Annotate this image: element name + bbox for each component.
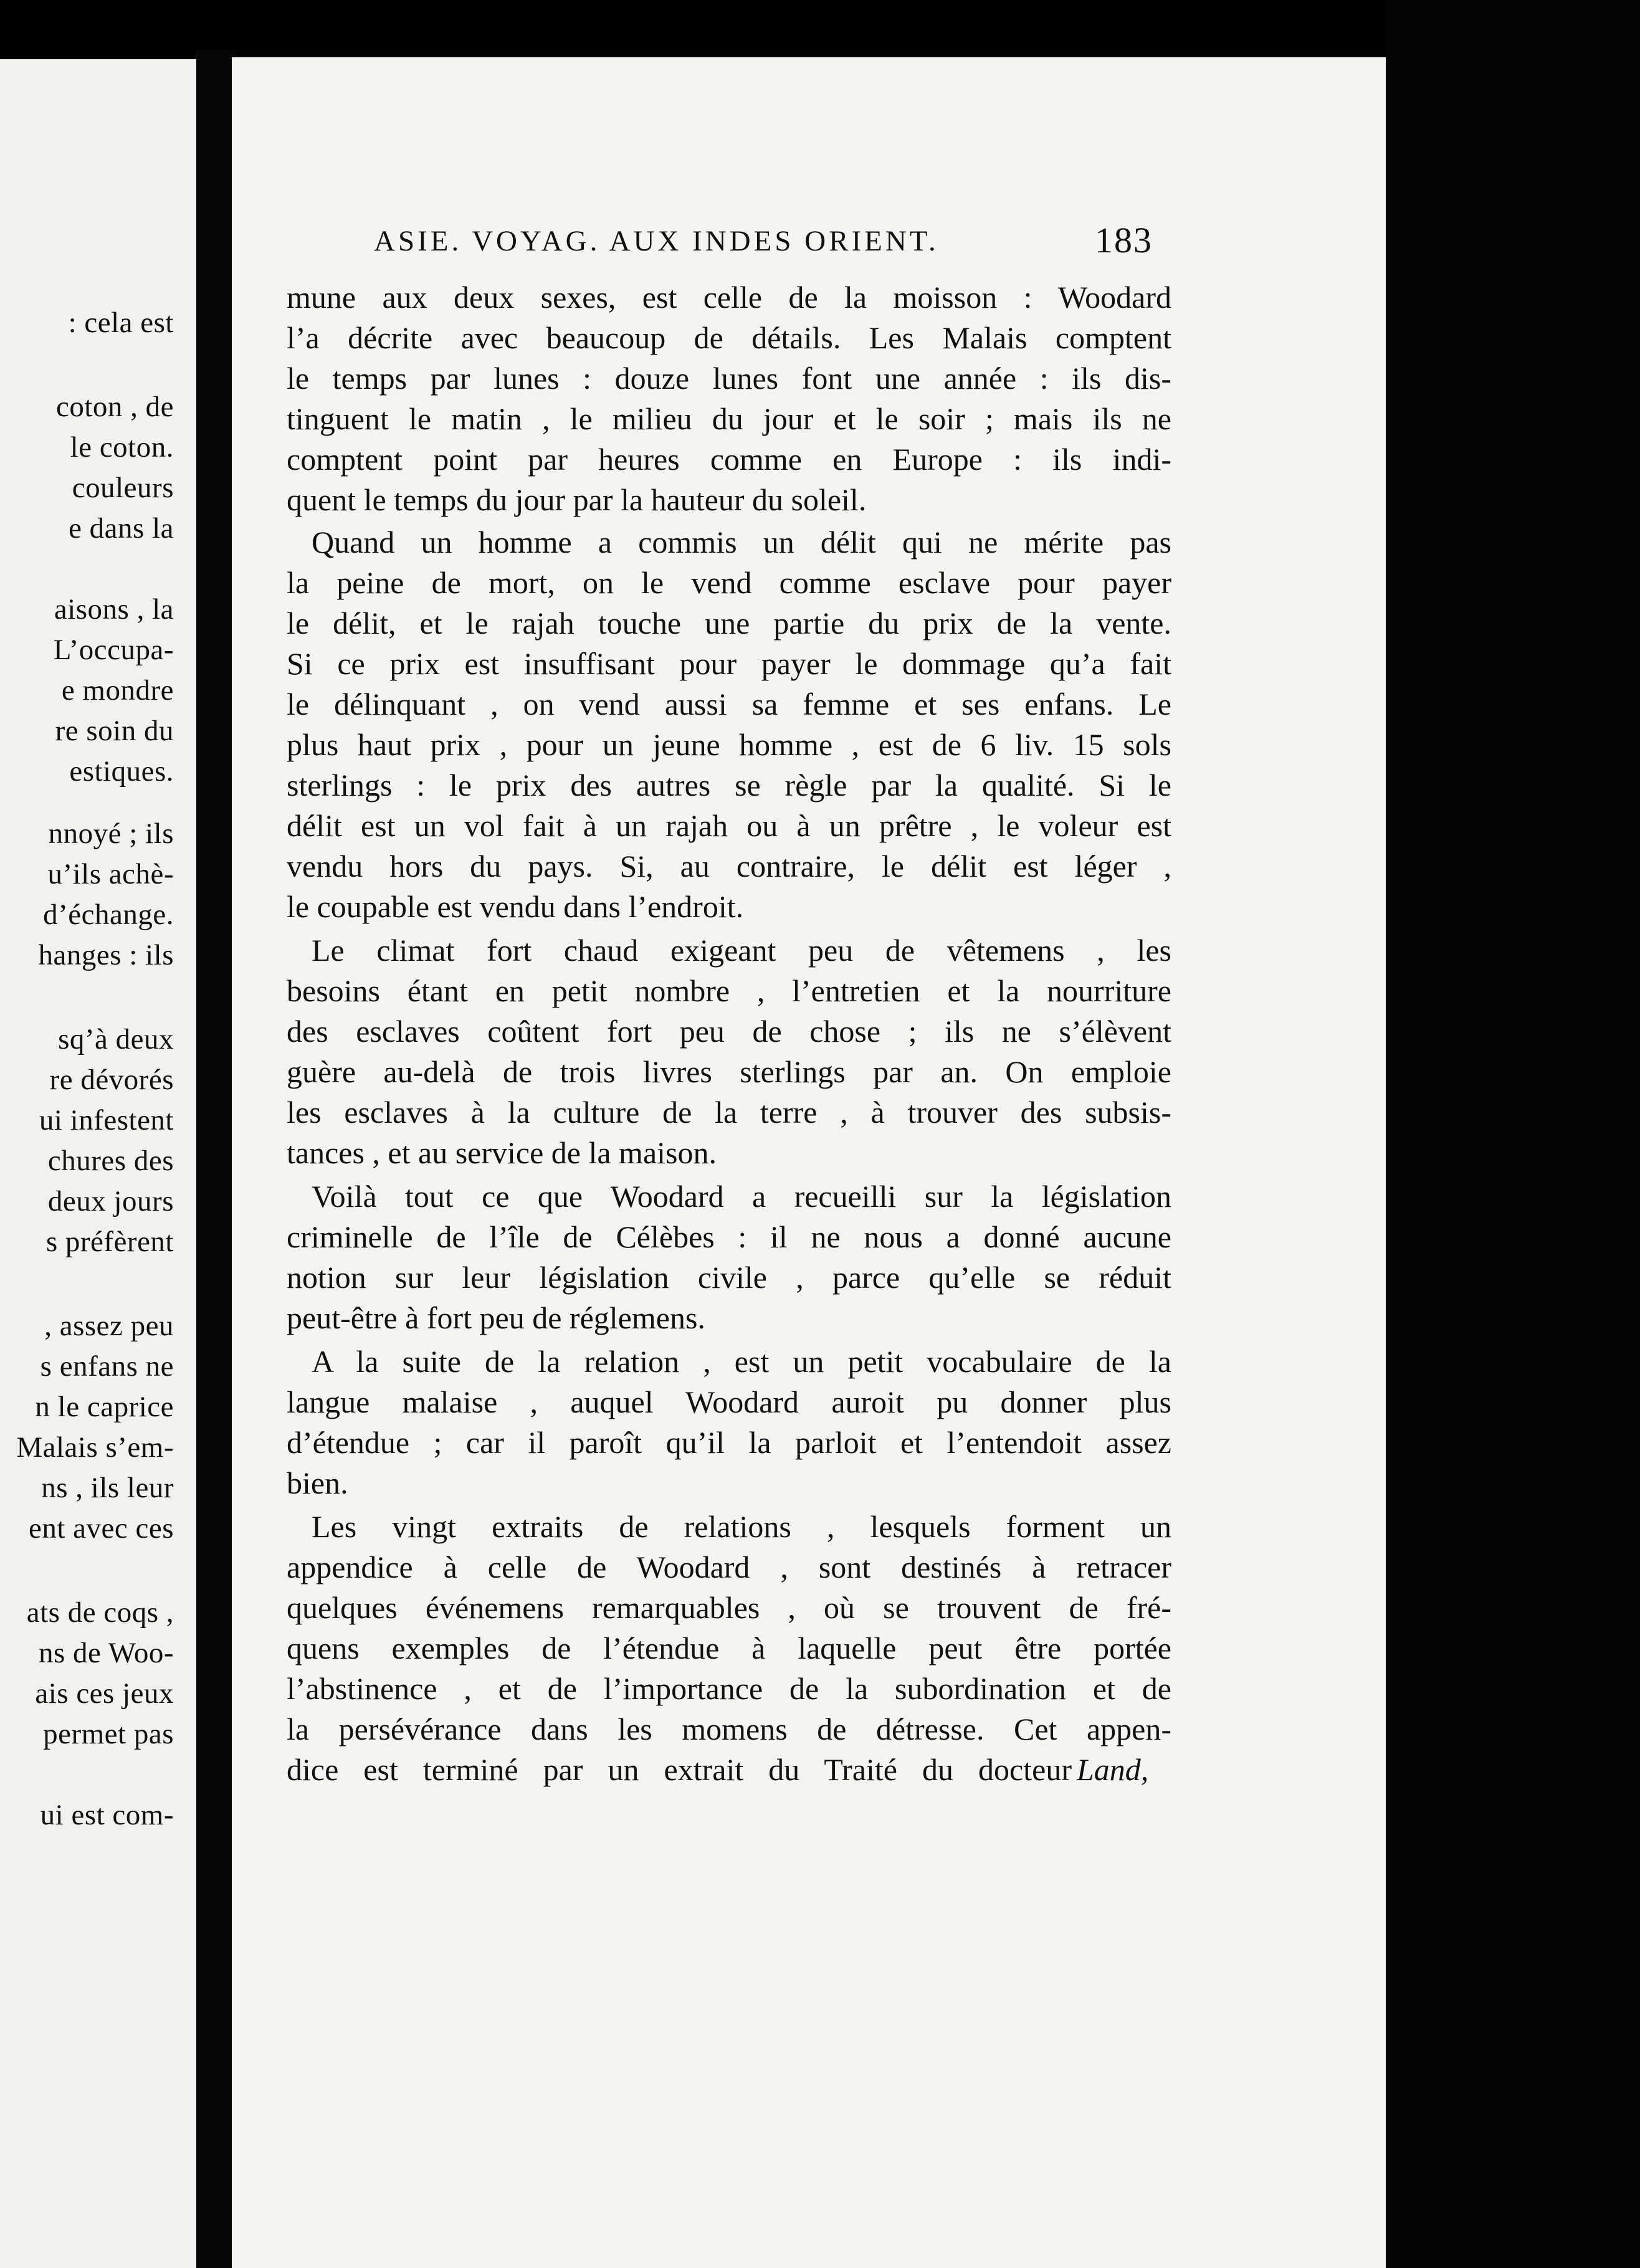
text-line: le délinquant , on vend aussi sa femme et ses enfans. Le (287, 687, 1171, 722)
text-line: langue malaise , auquel Woodard auroit pu donner plus (287, 1384, 1171, 1419)
text-line: A la suite de la relation , est un petit vocabulaire de la (312, 1344, 1171, 1379)
text-line: appendice à celle de Woodard , sont destinés à retracer (287, 1550, 1171, 1584)
text-line: l’a décrite avec beaucoup de détails. Les Malais comptent (287, 320, 1171, 355)
left-text-fragment: ent avec ces (28, 1512, 174, 1545)
left-text-fragment: s enfans ne (40, 1350, 174, 1383)
text-line: bien. (287, 1465, 348, 1500)
left-text-fragment: n le caprice (35, 1391, 174, 1423)
text-line: peut-être à fort peu de réglemens. (287, 1300, 705, 1335)
running-head (374, 220, 1153, 268)
text-line: la peine de mort, on le vend comme esclave pour payer (287, 565, 1171, 600)
text-line: dice est terminé par un extrait du Traité du docteur (287, 1752, 1072, 1787)
text-line: guère au-delà de trois livres sterlings par an. On emploie (287, 1054, 1171, 1089)
left-text-fragment: hanges : ils (38, 939, 174, 971)
text-line: Voilà tout ce que Woodard a recueilli sur la législation (312, 1179, 1171, 1214)
left-text-fragment: Malais s’em- (16, 1431, 174, 1464)
left-text-fragment: aisons , la (54, 593, 174, 626)
text-line: criminelle de l’île de Célèbes : il ne nous a donné aucune (287, 1219, 1171, 1254)
text-line: des esclaves coûtent fort peu de chose ; ils ne s’élèvent (287, 1014, 1171, 1049)
text-line: délit est un vol fait à un rajah ou à un prêtre , le voleur est (287, 808, 1171, 843)
left-text-fragment: deux jours (47, 1185, 174, 1217)
page-edge-shadow (1386, 0, 1640, 2268)
text-line: le coupable est vendu dans l’endroit. (287, 889, 744, 924)
left-text-fragment: ns de Woo- (38, 1637, 174, 1669)
left-text-fragment: : cela est (68, 307, 174, 339)
text-line: mune aux deux sexes, est celle de la moisson : Woodard (287, 280, 1171, 315)
text-line: le délit, et le rajah touche une partie du prix de la vente. (287, 606, 1171, 641)
left-text-fragment: s préfèrent (45, 1226, 174, 1258)
text-line: plus haut prix , pour un jeune homme , est de 6 liv. 15 sols (287, 727, 1171, 762)
text-line: vendu hors du pays. Si, au contraire, le délit est léger , (287, 849, 1171, 884)
left-text-fragment: L’occupa- (53, 634, 174, 666)
text-line: la persévérance dans les momens de détresse. Cet appen- (287, 1712, 1171, 1746)
left-text-fragment: chures des (47, 1145, 174, 1177)
left-text-fragment: ns , ils leur (41, 1472, 174, 1504)
left-text-fragment: ui infestent (39, 1104, 174, 1136)
left-text-fragment: ais ces jeux (35, 1677, 174, 1710)
text-line: Le climat fort chaud exigeant peu de vêtemens , les (312, 933, 1171, 968)
left-text-fragment: coton , de (55, 391, 174, 423)
text-line: quelques événemens remarquables , où se trouvent de fré- (287, 1590, 1171, 1625)
left-text-fragment: u’ils achè- (47, 858, 174, 890)
text-line: notion sur leur législation civile , parce qu’elle se réduit (287, 1260, 1171, 1295)
running-head-title: ASIE. VOYAG. AUX INDES ORIENT. (374, 225, 939, 257)
left-text-fragment: ats de coqs , (26, 1596, 174, 1629)
left-text-fragment: re dévorés (49, 1064, 174, 1096)
left-page (0, 59, 196, 2268)
left-text-fragment: sq’à deux (58, 1023, 174, 1055)
text-line: besoins étant en petit nombre , l’entretien et la nourriture (287, 973, 1171, 1008)
left-text-fragment: ui est com- (40, 1799, 174, 1831)
text-line: tances , et au service de la maison. (287, 1135, 717, 1170)
text-line: quens exemples de l’étendue à laquelle peut être portée (287, 1631, 1171, 1665)
text-line: quent le temps du jour par la hauteur du soleil. (287, 482, 867, 517)
left-text-fragment: re soin du (55, 715, 174, 747)
text-line: sterlings : le prix des autres se règle par la qualité. Si le (287, 768, 1171, 803)
catchword: Land, (1077, 1752, 1149, 1787)
left-text-fragment: e mondre (61, 674, 174, 707)
text-line: tinguent le matin , le milieu du jour et le soir ; mais ils ne (287, 401, 1171, 436)
text-line: Quand un homme a commis un délit qui ne mérite pas (312, 525, 1171, 560)
text-line: Si ce prix est insuffisant pour payer le dommage qu’a fait (287, 646, 1171, 681)
text-line: les esclaves à la culture de la terre , à trouver des subsis- (287, 1095, 1171, 1130)
left-text-fragment: couleurs (72, 472, 174, 504)
text-line: Les vingt extraits de relations , lesquels forment un (312, 1509, 1171, 1544)
left-text-fragment: estiques. (69, 755, 174, 788)
page-number: 183 (1095, 220, 1153, 260)
book-gutter (196, 50, 237, 2268)
text-line: d’étendue ; car il paroît qu’il la parloit et l’entendoit assez (287, 1425, 1171, 1460)
left-text-fragment: , assez peu (44, 1310, 174, 1342)
left-text-fragment: nnoyé ; ils (48, 817, 174, 850)
text-line: l’abstinence , et de l’importance de la subordination et de (287, 1671, 1171, 1706)
left-text-fragment: e dans la (69, 512, 174, 545)
left-text-fragment: le coton. (70, 431, 174, 464)
text-line: comptent point par heures comme en Europe : ils indi- (287, 442, 1171, 477)
text-line: le temps par lunes : douze lunes font une année : ils dis- (287, 361, 1171, 396)
left-text-fragment: permet pas (43, 1718, 174, 1750)
left-text-fragment: d’échange. (43, 898, 174, 931)
